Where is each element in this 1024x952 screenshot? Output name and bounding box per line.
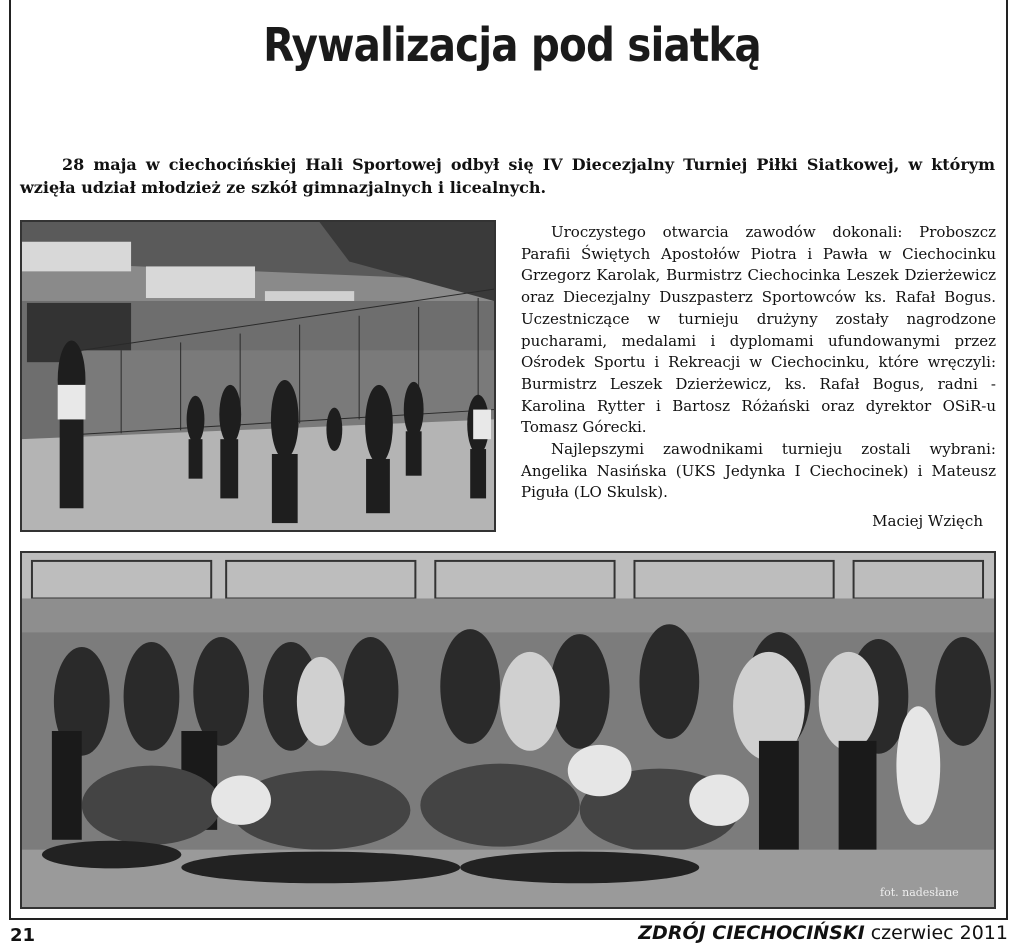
article-lead: 28 maja w ciechocińskiej Hali Sportowej odbył się IV Diecezjalny Turniej Piłki Siatkowej, w którym wzięła udział młodzież ze szkół gimnazjalnych i licealnych. <box>20 155 995 197</box>
body-paragraph-2: Najlepszymi zawodnikami turnieju zostali wybrani: Angelika Nasińska (UKS Jedynka I Ciechocinek) i Mateusz Piguła (LO Skulsk). <box>521 440 996 502</box>
match-photo-image <box>22 222 494 530</box>
issue-date: czerwiec 2011 <box>870 922 1008 944</box>
left-border <box>9 0 11 920</box>
article-author: Maciej Wzięch <box>872 512 983 530</box>
body-paragraph-1: Uroczystego otwarcia zawodów dokonali: Proboszcz Parafii Świętych Apostołów Piotra i Pawła w Ciechocinku Grzegorz Karolak, Burmistrz Ciechocinka Leszek Dzierżewicz oraz Diecezjalny Duszpasterz Sportowców ks. Rafał Bogus. Uczestniczące w turnieju drużyny zostały nagrodzone pucharami, medalami i dyplomami ufundowanymi przez Ośrodek Sportu i Rekreacji w Ciechocinku, które wręczyli: Burmistrz Leszek Dzierżewicz, ks. Rafał Bogus, radni - Karolina Rytter i Bartosz Różański oraz dyrektor OSiR-u Tomasz Górecki. <box>521 223 996 437</box>
right-border <box>1006 0 1008 920</box>
group-photo <box>20 551 996 909</box>
group-photo-image <box>22 553 994 907</box>
volleyball-match-photo <box>20 220 496 532</box>
article-title: Rywalizacja pod siatką <box>263 18 761 72</box>
publication-footer <box>638 922 1008 944</box>
photo-credit: fot. nadesłane <box>880 886 959 899</box>
publication-name: ZDRÓJ CIECHOCIŃSKI <box>638 922 865 944</box>
article-body <box>521 222 996 504</box>
page-number: 21 <box>10 925 36 946</box>
bottom-rule <box>9 918 1008 920</box>
